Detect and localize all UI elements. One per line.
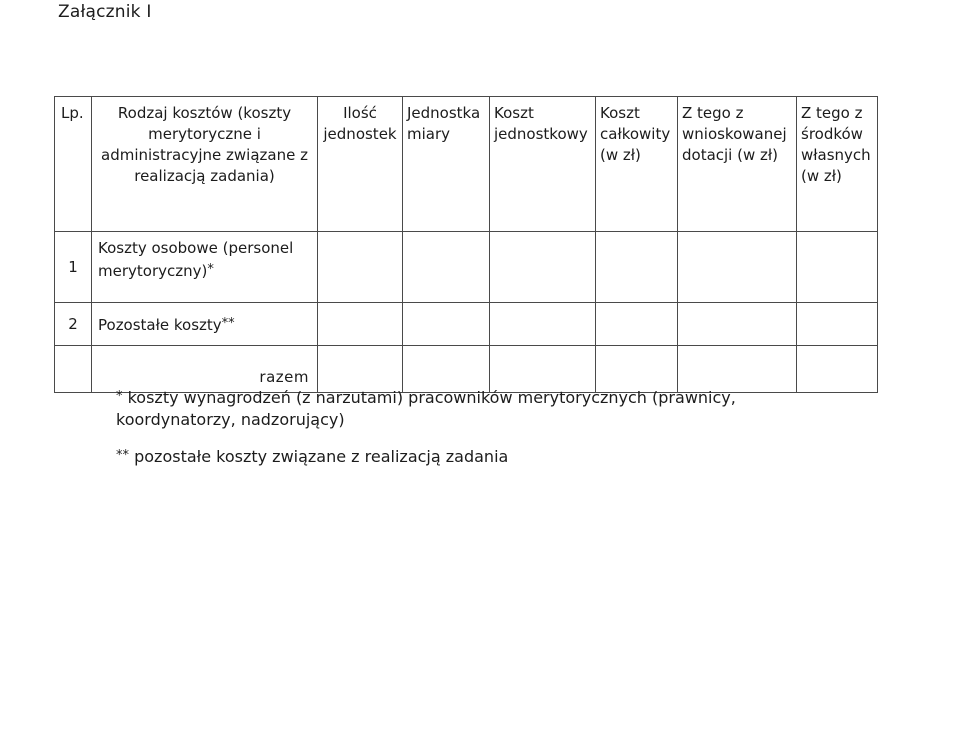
sum-number-cell: [55, 346, 92, 393]
table-row: [55, 303, 878, 346]
header-lp: Lp.: [55, 97, 92, 232]
row-footnote-mark: **: [221, 315, 235, 331]
total-cost-cell[interactable]: [596, 303, 678, 346]
unit-cell[interactable]: [403, 232, 490, 303]
footnote-mark: **: [116, 448, 129, 463]
quantity-cell[interactable]: [318, 303, 403, 346]
row-footnote-mark: *: [207, 262, 214, 277]
quantity-cell[interactable]: [318, 232, 403, 303]
table-row: [55, 232, 878, 303]
footnote-2: [116, 445, 736, 468]
header-quantity: Ilość jednostek: [318, 97, 403, 232]
header-unit: Jednostka miary: [403, 97, 490, 232]
row-number: 2: [55, 303, 92, 346]
cost-table: [54, 96, 878, 393]
document-title: Załącznik I: [58, 2, 152, 22]
row-label: [92, 232, 318, 303]
footnotes: [116, 386, 736, 482]
row-number: 1: [55, 232, 92, 303]
row-label-text: Pozostałe koszty: [98, 315, 222, 334]
footnote-text: pozostałe koszty związane z realizacją zadania: [134, 447, 509, 466]
grant-cell[interactable]: [678, 232, 797, 303]
header-cost-type: Rodzaj kosztów (koszty merytoryczne i administracyjne związane z realizacją zadania): [92, 97, 318, 232]
header-of-grant: Z tego z wnioskowanej dotacji (w zł): [678, 97, 797, 232]
own-funds-cell[interactable]: [797, 303, 878, 346]
sum-label: razem: [92, 346, 318, 393]
sum-own-funds-cell[interactable]: [797, 346, 878, 393]
unit-cell[interactable]: [403, 303, 490, 346]
header-unit-cost: Koszt jednostkowy: [490, 97, 596, 232]
grant-cell[interactable]: [678, 303, 797, 346]
own-funds-cell[interactable]: [797, 232, 878, 303]
unit-cost-cell[interactable]: [490, 303, 596, 346]
unit-cost-cell[interactable]: [490, 232, 596, 303]
total-cost-cell[interactable]: [596, 232, 678, 303]
header-row: [55, 97, 878, 232]
footnote-mark: *: [116, 389, 123, 404]
header-of-own: Z tego z środków własnych (w zł): [797, 97, 878, 232]
row-label: [92, 303, 318, 346]
footnote-text: koszty wynagrodzeń (z narzutami) pracowników merytorycznych (prawnicy, koordynatorzy, nadzorujący): [116, 388, 736, 429]
row-label-text: Koszty osobowe (personel merytoryczny): [98, 239, 294, 280]
header-total-cost: Koszt całkowity (w zł): [596, 97, 678, 232]
footnote-1: [116, 386, 736, 431]
